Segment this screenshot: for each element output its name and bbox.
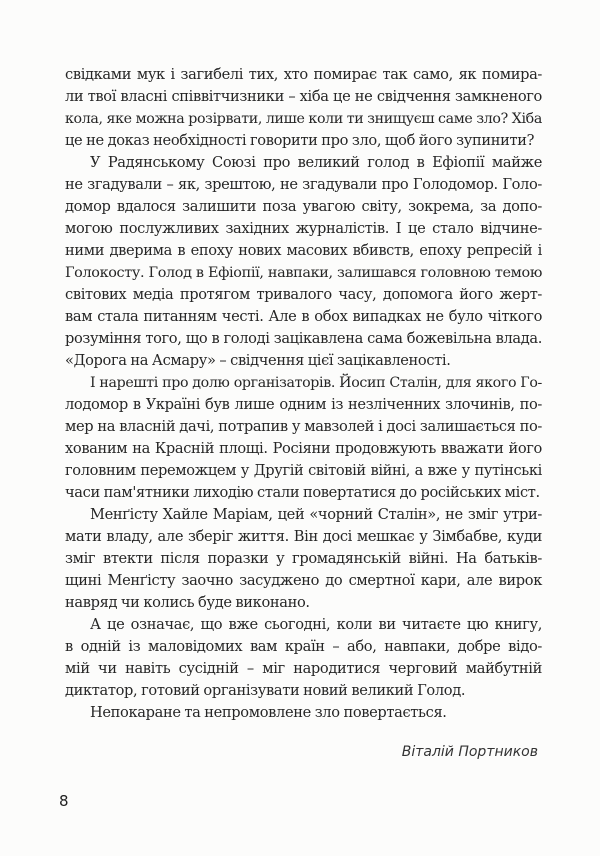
text-line: Менґісту Хайле Маріам, цей «чорний Сталін», не зміг утри- <box>90 506 542 523</box>
text-line: мій чи навіть сусідній – міг народитися черговий майбутній <box>65 660 542 677</box>
paragraph <box>65 64 542 152</box>
text-line: кола, яке можна розірвати, лише коли ти знищуєш саме зло? Хіба <box>65 111 542 127</box>
paragraph <box>65 504 542 614</box>
paragraph <box>65 702 542 724</box>
text-line: ли твої власні співвітчизники – хіба це не свідчення замкненого <box>65 88 542 105</box>
paragraph <box>65 614 542 702</box>
text-line: щині Менґісту заочно засуджено до смертної кари, але вирок <box>65 572 542 589</box>
text-line: ними дверима в епоху нових масових вбивств, епоху репресій і <box>65 242 542 259</box>
text-line: зміг втекти після поразки у громадянській війні. На батьків- <box>65 550 542 567</box>
text-line: могою послужливих західних журналістів. І це стало відчине- <box>65 220 542 237</box>
text-line: мати владу, але зберіг життя. Він досі мешкає у Зімбабве, куди <box>65 528 542 545</box>
text-line: хованим на Красній площі. Росіяни продовжують вважати його <box>65 440 542 457</box>
text-line: навряд чи колись буде виконано. <box>65 594 310 611</box>
page-number: 8 <box>59 792 69 810</box>
text-line: «Дорога на Асмару» – свідчення цієї зацікавленості. <box>65 352 451 369</box>
text-line: головним переможцем у Другій світовій війні, а вже у путінські <box>65 462 542 479</box>
text-line: вам стала питанням честі. Але в обох випадках не було чіткого <box>65 308 542 325</box>
paragraph <box>65 372 542 504</box>
text-line: Голокосту. Голод в Ефіопії, навпаки, залишався головною темою <box>65 265 542 281</box>
body-text <box>65 64 542 724</box>
text-line: свідками мук і загибелі тих, хто помирає так само, як помира- <box>65 66 542 83</box>
text-line: світових медіа протягом тривалого часу, допомога його жерт- <box>65 286 542 303</box>
text-line: Непокаране та непромовлене зло повертається. <box>90 704 447 721</box>
text-line: А це означає, що вже сьогодні, коли ви читаєте цю книгу, <box>90 616 542 633</box>
text-line: диктатор, готовий організувати новий великий Голод. <box>65 682 466 699</box>
text-line: в одній із маловідомих вам країн – або, навпаки, добре відо- <box>65 638 542 655</box>
text-line: розуміння того, що в голоді зацікавлена сама божевільна влада. <box>65 330 542 347</box>
text-line: мер на власній дачі, потрапив у мавзолей і досі залишається по- <box>65 418 542 435</box>
text-line: І нарешті про долю організаторів. Йосип Сталін, для якого Го- <box>90 375 542 391</box>
text-line: У Радянському Союзі про великий голод в Ефіопії майже <box>90 154 542 171</box>
text-line: це не доказ необхідності говорити про зло, щоб його зупинити? <box>65 132 535 149</box>
author-signature: Віталій Портников <box>401 744 538 760</box>
text-line: домор вдалося залишити поза увагою світу, зокрема, за допо- <box>65 198 542 215</box>
text-line: лодомор в Україні був лише одним із незліченних злочинів, по- <box>65 396 542 413</box>
text-line: не згадували – як, зрештою, не згадували про Голодомор. Голо- <box>65 176 542 193</box>
paragraph <box>65 152 542 372</box>
text-line: часи пам'ятники лиходію стали повертатися до російських міст. <box>65 484 540 501</box>
